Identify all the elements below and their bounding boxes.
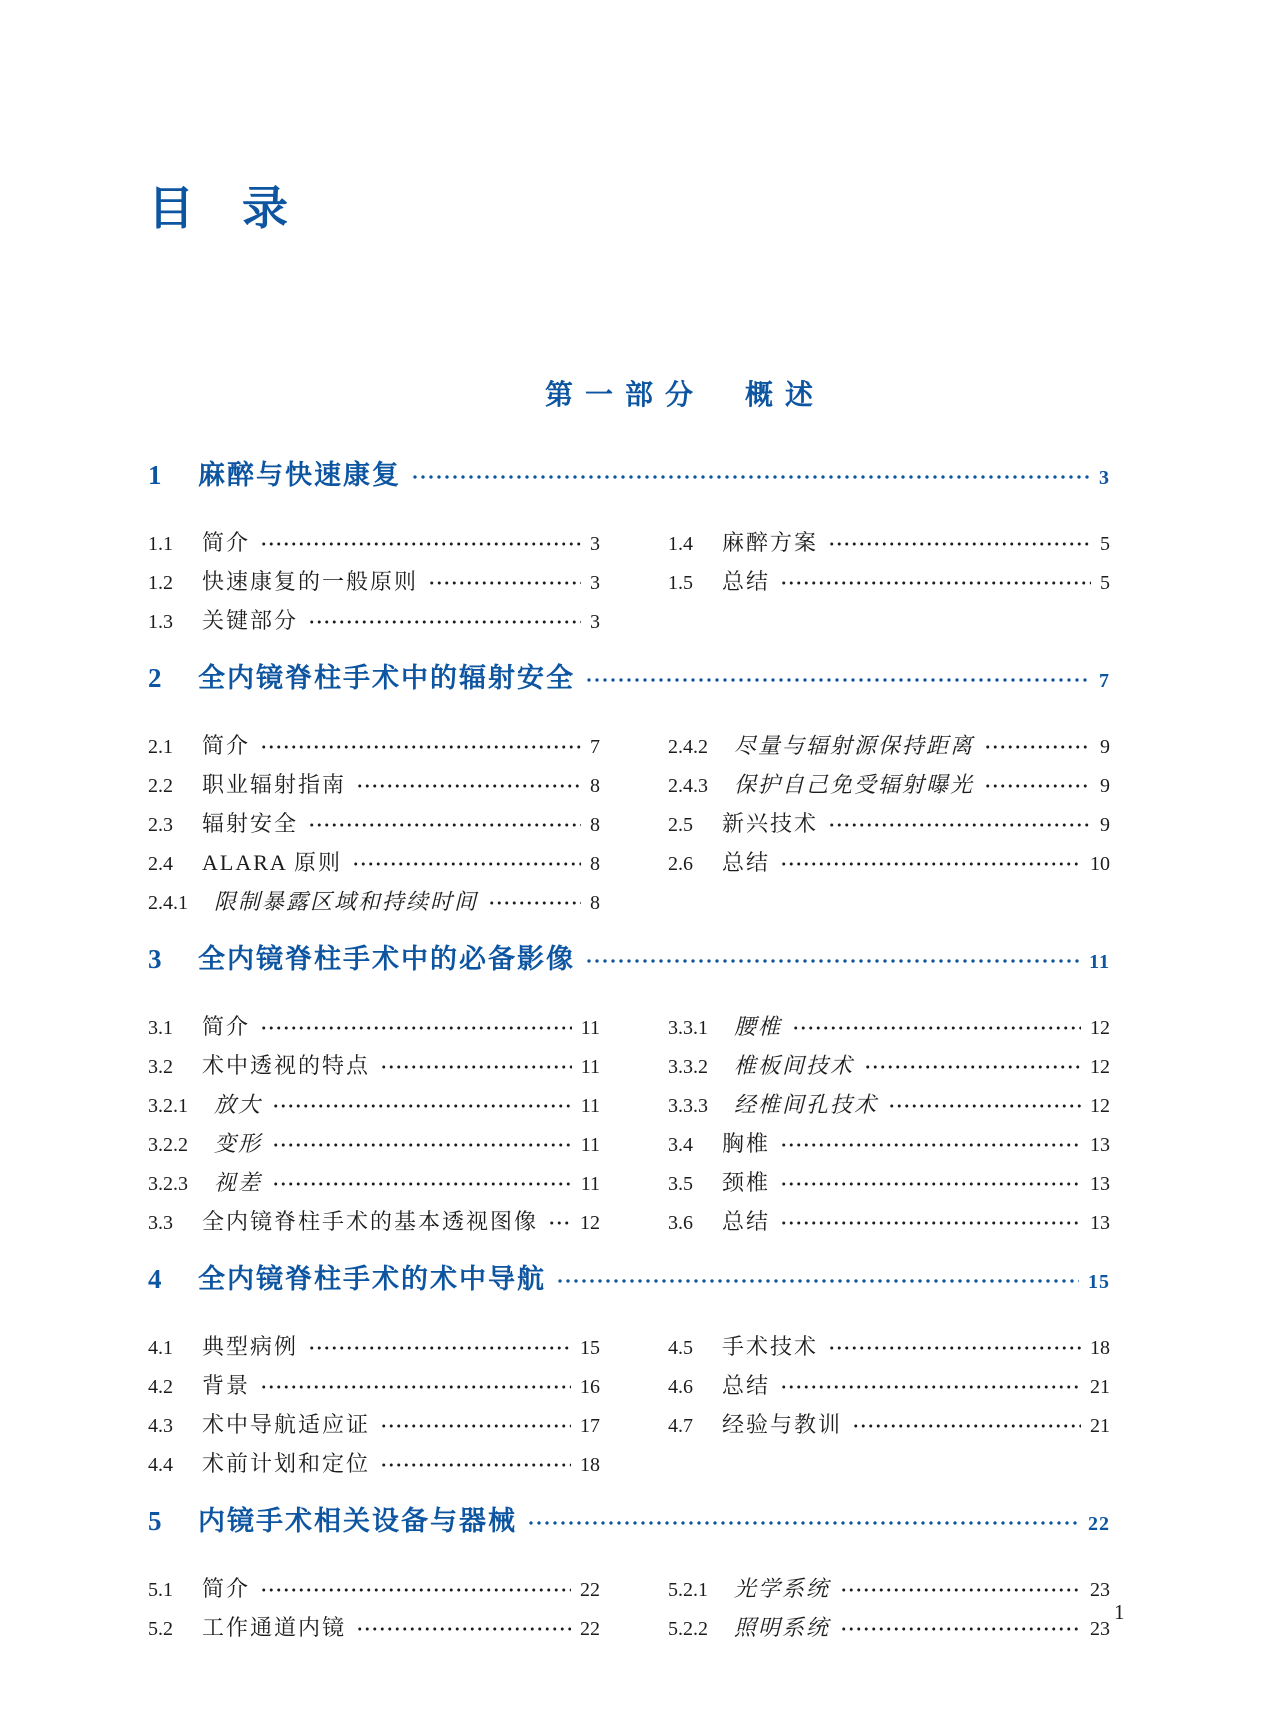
- item-page-number: 9: [1100, 775, 1110, 797]
- item-number: 1.3: [148, 611, 173, 633]
- chapter-title: 麻醉与快速康复: [198, 460, 401, 490]
- leader-dots: [355, 775, 581, 797]
- item-label: 经验与教训: [722, 1412, 843, 1437]
- item-label: 照明系统: [734, 1615, 831, 1640]
- leader-dots: [887, 1095, 1081, 1117]
- chapter-page-number: 11: [1089, 951, 1110, 973]
- item-number: 3.2: [148, 1056, 173, 1078]
- toc-item: [148, 1047, 600, 1086]
- toc-item: [668, 1609, 1110, 1648]
- item-label: 总结: [722, 569, 771, 594]
- right-column: [668, 1570, 1110, 1648]
- item-page-number: 23: [1090, 1579, 1110, 1601]
- item-label: 典型病例: [202, 1334, 299, 1359]
- leader-dots: [427, 572, 581, 594]
- item-label: 麻醉方案: [722, 530, 819, 555]
- toc-item: [148, 1203, 600, 1242]
- leader-dots: [779, 1212, 1081, 1234]
- leader-dots: [983, 775, 1091, 797]
- toc-item: [148, 1445, 600, 1484]
- item-page-number: 11: [580, 1056, 600, 1078]
- right-column: [668, 1328, 1110, 1484]
- item-label: 辐射安全: [202, 811, 299, 836]
- item-number: 3.2.3: [148, 1173, 188, 1195]
- chapter-heading: [148, 939, 1110, 982]
- chapter-title: 全内镜脊柱手术中的辐射安全: [198, 663, 575, 693]
- item-number: 1.5: [668, 572, 693, 594]
- right-column: [668, 1008, 1110, 1242]
- leader-dots: [307, 611, 581, 633]
- item-label: 总结: [722, 850, 771, 875]
- item-number: 2.3: [148, 814, 173, 836]
- item-page-number: 9: [1100, 814, 1110, 836]
- leader-dots: [779, 572, 1091, 594]
- item-number: 2.2: [148, 775, 173, 797]
- item-number: 2.4.1: [148, 892, 188, 914]
- item-number: 3.3.1: [668, 1017, 708, 1039]
- item-label: 总结: [722, 1209, 771, 1234]
- toc-item: [148, 1406, 600, 1445]
- toc-item: [148, 883, 600, 922]
- item-page-number: 22: [580, 1579, 600, 1601]
- toc-item: [148, 1367, 600, 1406]
- leader-dots: [584, 950, 1080, 972]
- column-gap: [600, 1008, 668, 1242]
- toc-item: [148, 727, 600, 766]
- leader-dots: [584, 669, 1090, 691]
- folio-page-number: 1: [1114, 1600, 1125, 1624]
- leader-dots: [791, 1017, 1081, 1039]
- toc-item: [668, 1047, 1110, 1086]
- item-number: 2.5: [668, 814, 693, 836]
- chapter-number: 5: [148, 1506, 163, 1536]
- chapter-number: 4: [148, 1264, 163, 1294]
- leader-dots: [271, 1095, 572, 1117]
- toc-item: [668, 1008, 1110, 1047]
- item-number: 3.4: [668, 1134, 693, 1156]
- leader-dots: [307, 814, 581, 836]
- toc-item: [668, 1406, 1110, 1445]
- item-label: 简介: [202, 1014, 251, 1039]
- item-number: 5.1: [148, 1579, 173, 1601]
- leader-dots: [863, 1056, 1081, 1078]
- item-number: 2.4.2: [668, 736, 708, 758]
- item-number: 3.2.2: [148, 1134, 188, 1156]
- chapter-heading: [148, 455, 1110, 498]
- item-label: 放大: [214, 1092, 263, 1117]
- leader-dots: [779, 1173, 1081, 1195]
- item-number: 1.1: [148, 533, 173, 555]
- toc-item: [148, 1609, 600, 1648]
- leader-dots: [259, 533, 581, 555]
- item-page-number: 21: [1090, 1376, 1110, 1398]
- leader-dots: [379, 1454, 571, 1476]
- item-label: 全内镜脊柱手术的基本透视图像: [202, 1209, 539, 1234]
- toc-item: [668, 844, 1110, 883]
- column-gap: [600, 1570, 668, 1648]
- item-page-number: 8: [590, 814, 600, 836]
- left-column: [148, 1008, 600, 1242]
- item-page-number: 5: [1100, 572, 1110, 594]
- item-page-number: 23: [1090, 1618, 1110, 1640]
- item-page-number: 12: [1090, 1056, 1110, 1078]
- item-label: 尽量与辐射源保持距离: [734, 733, 975, 758]
- item-number: 4.6: [668, 1376, 693, 1398]
- toc-item: [668, 1570, 1110, 1609]
- item-label: ALARA 原则: [202, 850, 343, 875]
- toc-item: [148, 766, 600, 805]
- item-label: 简介: [202, 530, 251, 555]
- toc-item: [668, 563, 1110, 602]
- item-page-number: 8: [590, 775, 600, 797]
- item-label: 新兴技术: [722, 811, 819, 836]
- item-number: 5.2.1: [668, 1579, 708, 1601]
- chapter-heading: [148, 1259, 1110, 1302]
- right-column: [668, 727, 1110, 922]
- toc-item: [668, 1164, 1110, 1203]
- part-header: 第一部分 概述: [544, 379, 825, 410]
- toc-chapter: [148, 1501, 1110, 1648]
- item-page-number: 11: [580, 1095, 600, 1117]
- leader-dots: [410, 466, 1090, 488]
- item-page-number: 21: [1090, 1415, 1110, 1437]
- leader-dots: [827, 1337, 1081, 1359]
- column-gap: [600, 727, 668, 922]
- item-page-number: 13: [1090, 1212, 1110, 1234]
- left-column: [148, 524, 600, 641]
- item-number: 4.4: [148, 1454, 173, 1476]
- toc-item: [148, 1008, 600, 1047]
- column-gap: [600, 1328, 668, 1484]
- toc-item: [148, 602, 600, 641]
- toc-item: [148, 524, 600, 563]
- page-title: 目 录: [148, 181, 289, 235]
- item-page-number: 7: [590, 736, 600, 758]
- chapter-title: 内镜手术相关设备与器械: [198, 1506, 517, 1536]
- toc-item: [668, 727, 1110, 766]
- item-page-number: 3: [590, 533, 600, 555]
- column-gap: [600, 524, 668, 641]
- item-label: 职业辐射指南: [202, 772, 347, 797]
- leader-dots: [839, 1618, 1081, 1640]
- chapter-number: 3: [148, 944, 163, 974]
- item-page-number: 3: [590, 611, 600, 633]
- item-label: 简介: [202, 1576, 251, 1601]
- chapter-columns: [148, 524, 1110, 641]
- leader-dots: [983, 736, 1091, 758]
- leader-dots: [779, 853, 1081, 875]
- item-page-number: 18: [1090, 1337, 1110, 1359]
- item-number: 4.5: [668, 1337, 693, 1359]
- item-page-number: 3: [590, 572, 600, 594]
- chapter-page-number: 3: [1099, 467, 1110, 489]
- leader-dots: [547, 1212, 571, 1234]
- item-number: 3.5: [668, 1173, 693, 1195]
- leader-dots: [779, 1134, 1081, 1156]
- item-label: 背景: [202, 1373, 251, 1398]
- chapter-columns: [148, 1328, 1110, 1484]
- item-label: 椎板间技术: [734, 1053, 855, 1078]
- chapter-title: 全内镜脊柱手术中的必备影像: [198, 944, 575, 974]
- item-number: 1.4: [668, 533, 693, 555]
- item-label: 限制暴露区域和持续时间: [214, 889, 479, 914]
- leader-dots: [779, 1376, 1081, 1398]
- item-number: 3.3: [148, 1212, 173, 1234]
- left-column: [148, 1570, 600, 1648]
- toc-item: [148, 805, 600, 844]
- toc-item: [148, 1328, 600, 1367]
- item-page-number: 11: [580, 1134, 600, 1156]
- chapter-columns: [148, 1570, 1110, 1648]
- leader-dots: [379, 1056, 572, 1078]
- toc-item: [668, 1328, 1110, 1367]
- item-number: 3.6: [668, 1212, 693, 1234]
- item-label: 术前计划和定位: [202, 1451, 371, 1476]
- toc-item: [668, 766, 1110, 805]
- leader-dots: [487, 892, 581, 914]
- chapter-columns: [148, 727, 1110, 922]
- item-page-number: 16: [580, 1376, 600, 1398]
- toc-item: [148, 1125, 600, 1164]
- toc-item: [148, 1164, 600, 1203]
- right-column: [668, 524, 1110, 641]
- item-page-number: 15: [580, 1337, 600, 1359]
- toc-item: [148, 563, 600, 602]
- leader-dots: [555, 1270, 1079, 1292]
- leader-dots: [259, 1376, 571, 1398]
- item-label: 手术技术: [722, 1334, 819, 1359]
- toc-item: [668, 1125, 1110, 1164]
- leader-dots: [827, 533, 1091, 555]
- leader-dots: [526, 1512, 1079, 1534]
- leader-dots: [827, 814, 1091, 836]
- item-page-number: 11: [580, 1173, 600, 1195]
- toc-chapter: [148, 1259, 1110, 1484]
- item-number: 1.2: [148, 572, 173, 594]
- item-page-number: 12: [1090, 1017, 1110, 1039]
- chapter-title: 全内镜脊柱手术的术中导航: [198, 1264, 546, 1294]
- chapter-number: 2: [148, 663, 163, 693]
- leader-dots: [351, 853, 581, 875]
- item-number: 4.1: [148, 1337, 173, 1359]
- toc-chapter: [148, 658, 1110, 922]
- chapter-heading: [148, 1501, 1110, 1544]
- item-label: 保护自己免受辐射曝光: [734, 772, 975, 797]
- toc-chapter: [148, 455, 1110, 641]
- item-number: 2.4: [148, 853, 173, 875]
- item-number: 2.1: [148, 736, 173, 758]
- item-number: 3.3.3: [668, 1095, 708, 1117]
- item-label: 视差: [214, 1170, 263, 1195]
- leader-dots: [259, 736, 581, 758]
- item-label: 工作通道内镜: [202, 1615, 347, 1640]
- toc-item: [668, 1367, 1110, 1406]
- chapter-columns: [148, 1008, 1110, 1242]
- chapter-page-number: 22: [1088, 1513, 1110, 1535]
- item-label: 术中透视的特点: [202, 1053, 371, 1078]
- item-label: 关键部分: [202, 608, 299, 633]
- toc-page: [148, 0, 1110, 1648]
- item-page-number: 9: [1100, 736, 1110, 758]
- chapter-number: 1: [148, 460, 163, 490]
- item-page-number: 10: [1090, 853, 1110, 875]
- item-label: 光学系统: [734, 1576, 831, 1601]
- item-page-number: 17: [580, 1415, 600, 1437]
- item-number: 5.2: [148, 1618, 173, 1640]
- leader-dots: [271, 1134, 572, 1156]
- item-page-number: 8: [590, 892, 600, 914]
- toc-chapter: [148, 939, 1110, 1242]
- leader-dots: [355, 1618, 571, 1640]
- chapter-page-number: 7: [1099, 670, 1110, 692]
- item-label: 快速康复的一般原则: [202, 569, 419, 594]
- item-label: 变形: [214, 1131, 263, 1156]
- item-label: 经椎间孔技术: [734, 1092, 879, 1117]
- item-number: 4.7: [668, 1415, 693, 1437]
- leader-dots: [851, 1415, 1081, 1437]
- chapter-page-number: 15: [1088, 1271, 1110, 1293]
- item-number: 2.6: [668, 853, 693, 875]
- left-column: [148, 727, 600, 922]
- left-column: [148, 1328, 600, 1484]
- item-label: 术中导航适应证: [202, 1412, 371, 1437]
- leader-dots: [379, 1415, 571, 1437]
- item-number: 4.2: [148, 1376, 173, 1398]
- item-page-number: 8: [590, 853, 600, 875]
- leader-dots: [307, 1337, 571, 1359]
- chapter-heading: [148, 658, 1110, 701]
- toc-item: [148, 1570, 600, 1609]
- leader-dots: [271, 1173, 572, 1195]
- item-page-number: 13: [1090, 1134, 1110, 1156]
- item-page-number: 5: [1100, 533, 1110, 555]
- item-number: 4.3: [148, 1415, 173, 1437]
- item-number: 3.2.1: [148, 1095, 188, 1117]
- item-page-number: 12: [580, 1212, 600, 1234]
- toc-item: [148, 1086, 600, 1125]
- item-label: 腰椎: [734, 1014, 783, 1039]
- item-label: 简介: [202, 733, 251, 758]
- leader-dots: [839, 1579, 1081, 1601]
- leader-dots: [259, 1017, 572, 1039]
- item-page-number: 11: [580, 1017, 600, 1039]
- item-number: 3.1: [148, 1017, 173, 1039]
- item-label: 总结: [722, 1373, 771, 1398]
- leader-dots: [259, 1579, 571, 1601]
- item-number: 2.4.3: [668, 775, 708, 797]
- item-label: 颈椎: [722, 1170, 771, 1195]
- item-page-number: 13: [1090, 1173, 1110, 1195]
- item-page-number: 22: [580, 1618, 600, 1640]
- toc-item: [668, 524, 1110, 563]
- item-page-number: 18: [580, 1454, 600, 1476]
- item-page-number: 12: [1090, 1095, 1110, 1117]
- item-label: 胸椎: [722, 1131, 771, 1156]
- item-number: 3.3.2: [668, 1056, 708, 1078]
- toc-item: [668, 1086, 1110, 1125]
- item-number: 5.2.2: [668, 1618, 708, 1640]
- toc-item: [668, 805, 1110, 844]
- toc-item: [668, 1203, 1110, 1242]
- toc-item: [148, 844, 600, 883]
